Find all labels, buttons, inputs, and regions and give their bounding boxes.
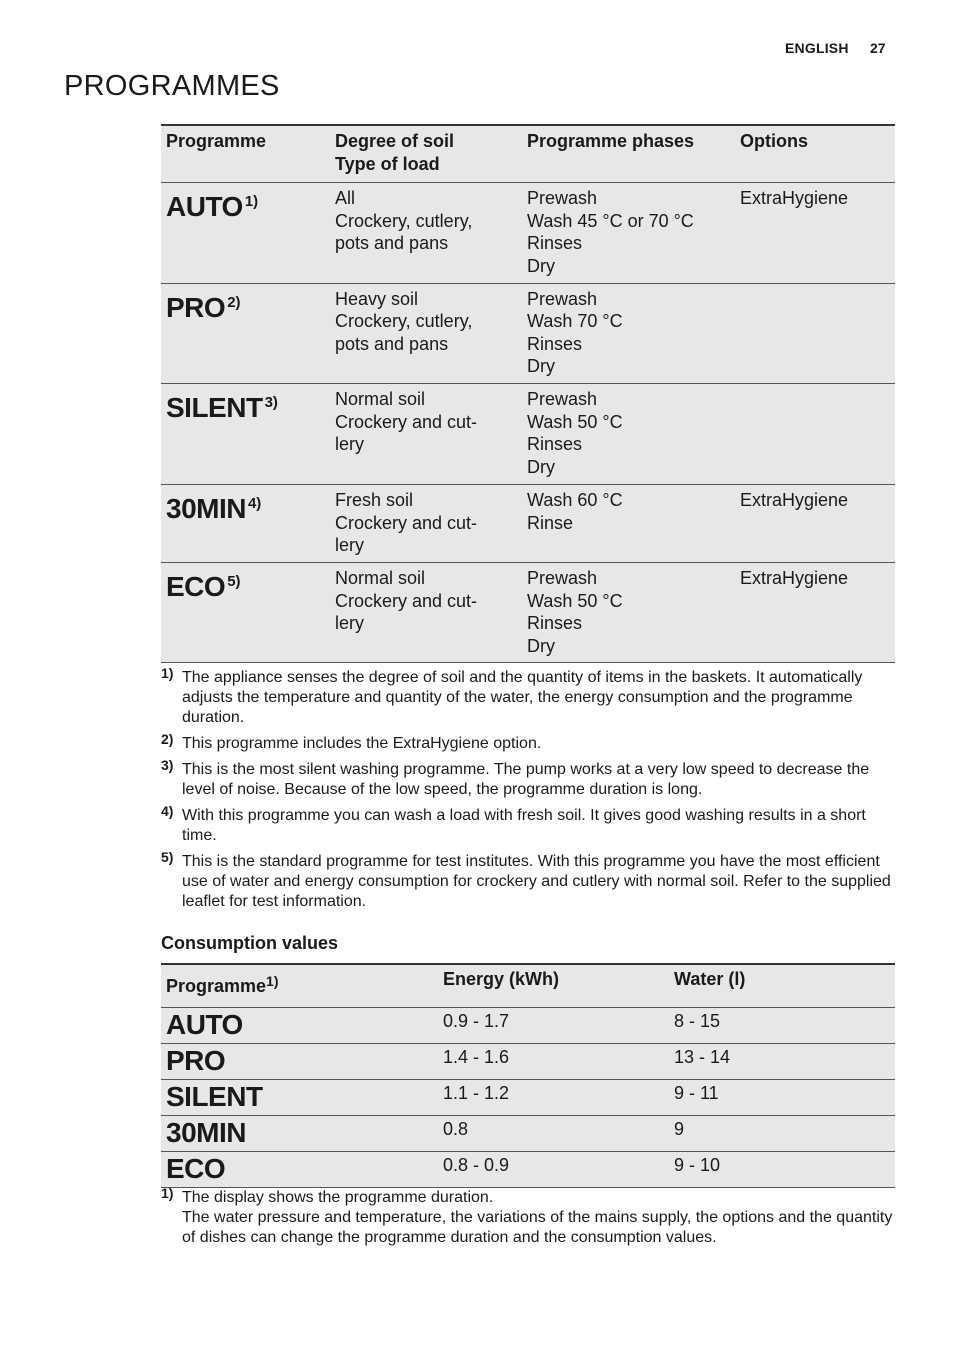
soil-line: lery xyxy=(335,613,365,634)
water-cell: 9 - 11 xyxy=(669,1080,895,1116)
table-row xyxy=(161,1152,895,1188)
footnote xyxy=(161,803,895,846)
programme-name: ECO xyxy=(161,1152,438,1188)
table-header-row xyxy=(161,964,895,1008)
water-cell: 9 xyxy=(669,1116,895,1152)
programme-name xyxy=(161,484,330,562)
soil-line: lery xyxy=(335,535,365,556)
table-row xyxy=(161,1116,895,1152)
phases-cell xyxy=(522,183,735,283)
footnote-ref: 3) xyxy=(264,393,278,411)
footnote xyxy=(161,757,895,800)
energy-cell: 0.8 - 0.9 xyxy=(438,1152,669,1188)
phase-line: Dry xyxy=(527,635,555,656)
soil-line: Crockery and cut- xyxy=(335,411,478,432)
phase-line: Rinses xyxy=(527,434,583,455)
soil-line: pots and pans xyxy=(335,333,449,354)
phase-line: Wash 50 °C xyxy=(527,590,623,611)
footnote-mark: 4) xyxy=(161,803,174,819)
soil-line: Normal soil xyxy=(335,388,426,409)
options-cell xyxy=(735,283,895,383)
phase-line: Rinse xyxy=(527,512,574,533)
page-number: 27 xyxy=(870,40,886,56)
table-header-row xyxy=(161,125,895,183)
header-phases: Programme phases xyxy=(522,125,735,183)
phase-line: Rinses xyxy=(527,613,583,634)
programme-name xyxy=(161,562,330,662)
footnote-text: The display shows the programme duration. xyxy=(182,1189,494,1206)
header-energy: Energy (kWh) xyxy=(438,964,669,1008)
soil-line: Normal soil xyxy=(335,567,426,588)
page-title: PROGRAMMES xyxy=(64,70,280,102)
header-soil-degree: Degree of soil xyxy=(335,131,455,151)
footnote-mark: 5) xyxy=(161,849,174,865)
programme-label: AUTO xyxy=(166,191,243,223)
table-row xyxy=(161,383,895,484)
soil-cell xyxy=(330,562,522,662)
programme-label: SILENT xyxy=(166,391,263,423)
phase-line: Wash 45 °C or 70 °C xyxy=(527,210,694,231)
header-programme-label: Programme xyxy=(166,976,267,996)
phases-cell xyxy=(522,283,735,383)
phase-line: Dry xyxy=(527,456,555,477)
energy-cell: 0.8 xyxy=(438,1116,669,1152)
footnote-ref: 1) xyxy=(244,193,259,211)
water-cell: 9 - 10 xyxy=(669,1152,895,1188)
footnote-text: This programme includes the ExtraHygiene option. xyxy=(182,735,542,752)
footnote-ref: 5) xyxy=(227,572,241,590)
programme-label: ECO xyxy=(166,570,226,602)
footnote-text: The water pressure and temperature, the variations of the mains supply, the options and the quantity of dishes can change the programme duration and the consumption values. xyxy=(182,1209,893,1246)
table-row xyxy=(161,562,895,662)
footnote-ref: 1) xyxy=(266,973,279,989)
options-cell: ExtraHygiene xyxy=(735,183,895,283)
programme-footnotes xyxy=(161,665,895,918)
options-cell: ExtraHygiene xyxy=(735,562,895,662)
table-row xyxy=(161,1080,895,1116)
footnote-text: With this programme you can wash a load with fresh soil. It gives good washing results in a short time. xyxy=(182,807,866,844)
footnote-mark: 1) xyxy=(161,665,174,681)
phase-line: Prewash xyxy=(527,188,598,209)
header-water: Water (l) xyxy=(669,964,895,1008)
programme-label: PRO xyxy=(166,291,226,323)
header-soil-type: Type of load xyxy=(335,153,440,174)
soil-line: Heavy soil xyxy=(335,288,419,309)
programme-name: PRO xyxy=(161,1044,438,1080)
options-cell xyxy=(735,383,895,484)
footnote-mark: 2) xyxy=(161,731,174,747)
footnote xyxy=(161,731,895,754)
header-soil xyxy=(330,125,522,183)
header-language: ENGLISH xyxy=(785,40,849,56)
footnote xyxy=(161,849,895,912)
footnote-ref: 2) xyxy=(227,293,241,311)
options-cell: ExtraHygiene xyxy=(735,484,895,562)
footnote-mark: 3) xyxy=(161,757,174,773)
programme-label: 30MIN xyxy=(166,492,246,524)
programme-name xyxy=(161,183,330,283)
footnote-text: The appliance senses the degree of soil and the quantity of items in the baskets. It automatically adjusts the temperature and quantity of the water, the energy consumption and the programme duration. xyxy=(182,669,863,726)
soil-cell xyxy=(330,183,522,283)
soil-line: lery xyxy=(335,434,365,455)
header-options: Options xyxy=(735,125,895,183)
soil-cell xyxy=(330,383,522,484)
phase-line: Prewash xyxy=(527,288,598,309)
phase-line: Rinses xyxy=(527,233,583,254)
soil-line: Crockery, cutlery, xyxy=(335,210,473,231)
phases-cell xyxy=(522,484,735,562)
soil-line: All xyxy=(335,188,356,209)
programme-name: AUTO xyxy=(161,1008,438,1044)
table-row xyxy=(161,283,895,383)
phase-line: Dry xyxy=(527,255,555,276)
table-row xyxy=(161,183,895,283)
soil-line: Fresh soil xyxy=(335,489,414,510)
phase-line: Dry xyxy=(527,356,555,377)
soil-line: Crockery, cutlery, xyxy=(335,311,473,332)
water-cell: 8 - 15 xyxy=(669,1008,895,1044)
phase-line: Wash 50 °C xyxy=(527,411,623,432)
header-programme xyxy=(161,964,438,1008)
footnote xyxy=(161,1185,895,1248)
energy-cell: 0.9 - 1.7 xyxy=(438,1008,669,1044)
soil-line: Crockery and cut- xyxy=(335,512,478,533)
footnote-text: This is the standard programme for test institutes. With this programme you have the most efficient use of water and energy consumption for crockery and cutlery with normal soil. Refer to the supplied leaflet for test information. xyxy=(182,853,891,910)
footnote-mark: 1) xyxy=(161,1185,174,1201)
programme-name: SILENT xyxy=(161,1080,438,1116)
programme-name xyxy=(161,383,330,484)
phase-line: Wash 60 °C xyxy=(527,489,623,510)
footnote-text: This is the most silent washing programme. The pump works at a very low speed to decrease the level of noise. Because of the low speed, the programme duration is long. xyxy=(182,761,870,798)
consumption-table xyxy=(161,963,895,1188)
phase-line: Prewash xyxy=(527,388,598,409)
soil-cell xyxy=(330,283,522,383)
footnote-ref: 4) xyxy=(247,494,262,512)
soil-cell xyxy=(330,484,522,562)
phase-line: Rinses xyxy=(527,333,583,354)
soil-line: pots and pans xyxy=(335,233,449,254)
consumption-footnotes xyxy=(161,1185,895,1254)
programmes-table xyxy=(161,124,895,663)
soil-line: Crockery and cut- xyxy=(335,590,478,611)
table-row xyxy=(161,1008,895,1044)
energy-cell: 1.1 - 1.2 xyxy=(438,1080,669,1116)
programme-name: 30MIN xyxy=(161,1116,438,1152)
header-programme: Programme xyxy=(161,125,330,183)
energy-cell: 1.4 - 1.6 xyxy=(438,1044,669,1080)
water-cell: 13 - 14 xyxy=(669,1044,895,1080)
consumption-title: Consumption values xyxy=(161,933,339,953)
phase-line: Prewash xyxy=(527,567,598,588)
programme-name xyxy=(161,283,330,383)
table-row xyxy=(161,484,895,562)
phase-line: Wash 70 °C xyxy=(527,311,623,332)
phases-cell xyxy=(522,383,735,484)
table-row xyxy=(161,1044,895,1080)
footnote xyxy=(161,665,895,728)
phases-cell xyxy=(522,562,735,662)
